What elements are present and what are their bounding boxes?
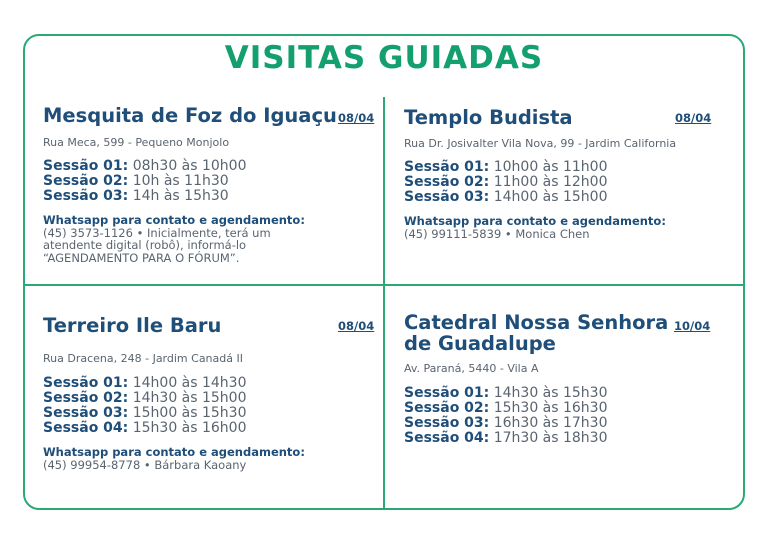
session-label: Sessão 02: bbox=[404, 174, 490, 190]
visit-card-templo bbox=[404, 107, 724, 240]
session-time: 14h às 15h30 bbox=[132, 188, 229, 204]
session-row bbox=[404, 416, 724, 431]
visit-title-line: de Guadalupe bbox=[404, 332, 556, 355]
contact-heading: Whatsapp para contato e agendamento: bbox=[43, 445, 305, 459]
visit-title: Templo Budista bbox=[404, 106, 573, 129]
session-row bbox=[43, 376, 378, 391]
visit-date: 10/04 bbox=[674, 319, 711, 333]
contact-heading: Whatsapp para contato e agendamento: bbox=[404, 214, 666, 228]
session-time: 08h30 às 10h00 bbox=[132, 158, 247, 174]
visit-date: 08/04 bbox=[338, 111, 375, 125]
contact-info bbox=[43, 446, 378, 471]
contact-line: atendente digital (robô), informá-lo bbox=[43, 238, 247, 252]
session-row bbox=[43, 174, 378, 189]
contact-line: (45) 3573-1126 • Inicialmente, terá um bbox=[43, 225, 271, 240]
visit-card-catedral bbox=[404, 312, 724, 446]
contact-line: (45) 99954-8778 • Bárbara Kaoany bbox=[43, 457, 247, 472]
session-time: 15h00 às 15h30 bbox=[132, 405, 247, 421]
session-time: 14h30 às 15h30 bbox=[493, 385, 608, 401]
session-label: Sessão 01: bbox=[43, 375, 129, 391]
session-time: 15h30 às 16h30 bbox=[493, 400, 608, 416]
session-label: Sessão 01: bbox=[43, 158, 129, 174]
visit-address: Av. Paraná, 5440 - Vila A bbox=[404, 362, 539, 375]
session-time: 14h30 às 15h00 bbox=[132, 390, 247, 406]
session-time: 14h00 às 14h30 bbox=[132, 375, 247, 391]
session-label: Sessão 02: bbox=[404, 400, 490, 416]
session-time: 10h00 às 11h00 bbox=[493, 159, 608, 175]
session-label: Sessão 02: bbox=[43, 390, 129, 406]
session-time: 11h00 às 12h00 bbox=[493, 174, 608, 190]
session-row bbox=[404, 160, 724, 175]
visit-title: Terreiro Ile Baru bbox=[43, 314, 222, 337]
session-time: 17h30 às 18h30 bbox=[493, 430, 608, 446]
session-row bbox=[404, 386, 724, 401]
session-row bbox=[43, 421, 378, 436]
session-row bbox=[404, 401, 724, 416]
visit-card-terreiro bbox=[43, 315, 378, 471]
contact-info bbox=[404, 215, 724, 240]
session-time: 10h às 11h30 bbox=[132, 173, 229, 189]
session-row bbox=[404, 190, 724, 205]
contact-line: “AGENDAMENTO PARA O FÓRUM”. bbox=[43, 250, 240, 265]
visit-address: Rua Dr. Josivalter Vila Nova, 99 - Jardim California bbox=[404, 137, 677, 150]
session-row bbox=[43, 406, 378, 421]
visit-date: 08/04 bbox=[675, 111, 712, 125]
session-list bbox=[43, 159, 378, 204]
session-row bbox=[404, 175, 724, 190]
session-time: 15h30 às 16h00 bbox=[132, 420, 247, 436]
visit-card-mesquita bbox=[43, 105, 378, 264]
session-list bbox=[404, 160, 724, 205]
session-label: Sessão 04: bbox=[43, 420, 129, 436]
horizontal-divider bbox=[24, 284, 744, 286]
visit-title-line: Catedral Nossa Senhora bbox=[404, 311, 669, 334]
session-label: Sessão 03: bbox=[43, 405, 129, 421]
visit-date: 08/04 bbox=[338, 319, 375, 333]
session-label: Sessão 01: bbox=[404, 385, 490, 401]
page-title: VISITAS GUIADAS bbox=[224, 40, 544, 76]
session-time: 14h00 às 15h00 bbox=[493, 189, 608, 205]
session-label: Sessão 02: bbox=[43, 173, 129, 189]
contact-info bbox=[43, 214, 378, 264]
session-list bbox=[404, 386, 724, 446]
session-label: Sessão 03: bbox=[404, 415, 490, 431]
session-label: Sessão 01: bbox=[404, 159, 490, 175]
visit-address: Rua Meca, 599 - Pequeno Monjolo bbox=[43, 136, 230, 149]
visit-address: Rua Dracena, 248 - Jardim Canadá II bbox=[43, 352, 243, 365]
session-label: Sessão 03: bbox=[404, 189, 490, 205]
session-label: Sessão 03: bbox=[43, 188, 129, 204]
session-row bbox=[404, 431, 724, 446]
session-row bbox=[43, 159, 378, 174]
session-label: Sessão 04: bbox=[404, 430, 490, 446]
visit-title: Mesquita de Foz do Iguaçu bbox=[43, 104, 337, 127]
vertical-divider bbox=[383, 97, 385, 509]
session-time: 16h30 às 17h30 bbox=[493, 415, 608, 431]
contact-heading: Whatsapp para contato e agendamento: bbox=[43, 213, 305, 227]
session-row bbox=[43, 391, 378, 406]
session-row bbox=[43, 189, 378, 204]
contact-line: (45) 99111-5839 • Monica Chen bbox=[404, 226, 590, 241]
session-list bbox=[43, 376, 378, 436]
